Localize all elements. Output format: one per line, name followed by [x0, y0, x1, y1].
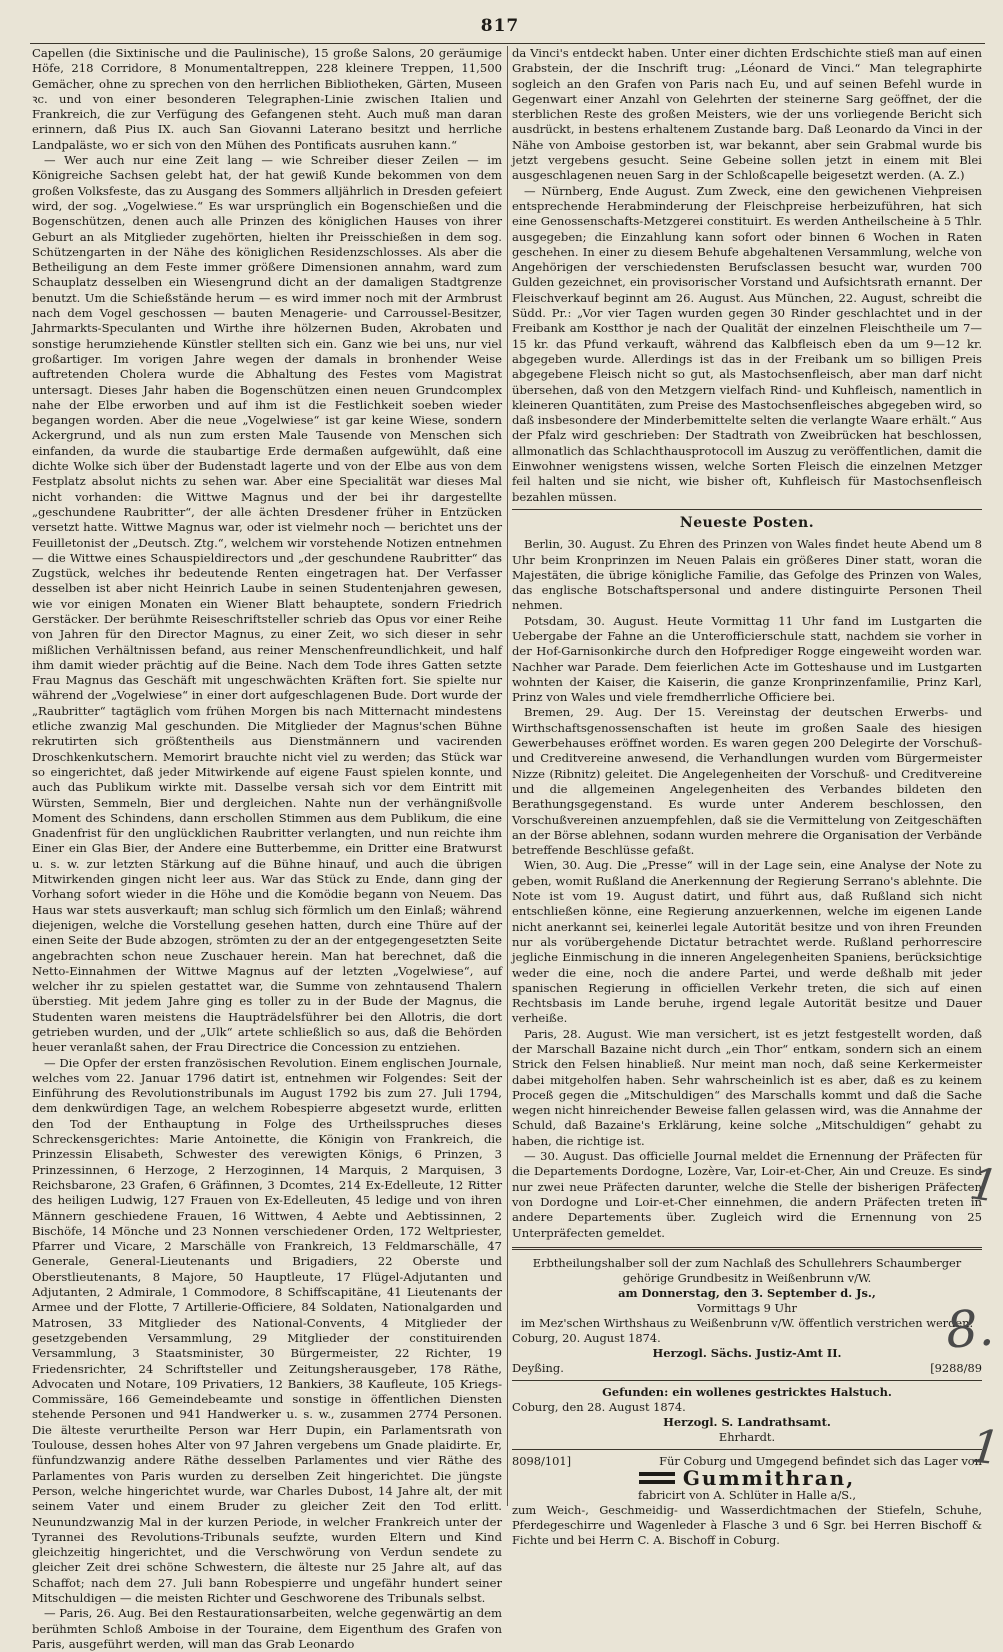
auction-time: Vormittags 9 Uhr	[697, 1300, 797, 1315]
article-paragraph: — Wer auch nur eine Zeit lang — wie Schreiber dieser Zeilen — im Königreiche Sachsen gelebt hat, der hat gewiß Kunde bekommen von dem großen Volksfeste, das zu Ausgang des Sommers alljährlich in Dresden gefeiert wird, der sog. „Vogelwiese.“ Es war ursprünglich ein Bogenschießen und die Bogenschützen, denen auch alle Prinzen des königlichen Hauses von ihrer Geburt an als Mitglieder zugehörten, hielten ihr Preisschießen in dem sog. Schützengarten in der Nähe des königlichen Residenzschlosses. Als aber die Betheiligung an dem Feste immer größere Dimensionen annahm, ward zum Schauplatz desselben ein Wiesengrund dicht an der damaligen Stadtgrenze benutzt. Um die Schießstände herum — es wird immer noch mit der Armbrust nach dem Vogel geschossen — bauten Menagerie- und Carroussel-Besitzer, Jahrmarkts-Speculanten und Wirthe ihre hölzernen Buden, Akrobaten und sonstige herumziehende Künstler stellten sich ein. Ganz wie bei uns, nur viel großartiger. Im vorigen Jahre wegen der damals in bronhender Weise auftretenden Cholera wurde die Abhaltung des Festes vom Magistrat untersagt. Dieses Jahr haben die Bogenschützen einen neuen Grundcomplex nahe der Elbe erworben und auf ihm ist die Festlichkeit soeben wieder begangen worden. Aber die neue „Vogelwiese“ ist gar keine Wiese, sondern Ackergrund, und als nun zum ersten Male Tausende von Menschen sich einfanden, da wurde die staubartige Erde dermaßen aufgewühlt, daß eine dichte Wolke sich über der Budenstadt lagerte und von der Elbe aus von dem Festplatz absolut nichts zu sehen war. Aber eine Specialität war dieses Mal nicht vorhanden: die Wittwe Magnus und der bei ihr dargestellte „geschundene Raubritter“, der alle ächten Dresdener früher in Entzücken versetzt hatte. Wittwe Magnus war, oder ist vielmehr noch — berichtet uns der Feuilletonist der „Deutsch. Ztg.“, welchem wir vorstehende Notizen entnehmen — die Wittwe eines Schauspieldirectors und „der geschundene Raubritter“ das Zugstück, welches ihr bedeutende Renten eingetragen hat. Der Verfasser desselben ist aber nicht Heinrich Laube in seinen Studentenjahren gewesen, wie vor einigen Monaten ein Wiener Blatt behauptete, sondern Friedrich Gerstäcker. Der berühmte Reiseschriftsteller schrieb das Opus vor einer Reihe von Jahren für den Director Magnus, zu einer Zeit, wo sich dieser in sehr mißlichen Verhältnissen befand, aus reiner Menschenfreundlichkeit, und half ihm damit wieder prächtig auf die Beine. Nach dem Tode ihres Gatten setzte Frau Magnus das Geschäft mit ungeschwächten Kräften fort. Sie spielte nur während der „Vogelwiese“ in einer dort aufgeschlagenen Bude. Dort wurde der „Raubritter“ tagtäglich vom frühen Morgen bis nach Mitternacht mindestens etliche zwanzig Mal geschunden. Die Mitglieder der Magnus'schen Bühne rekrutirten sich größtentheils aus Dienstmännern und vacirenden Droschkenkutschern. Memorirt brauchte nicht viel zu werden; das Stück war so eingerichtet, daß jeder Mitwirkende auf eigene Faust spielen konnte, und auch das Publikum wirkte mit. Dasselbe versah sich vor dem Eintritt mit Würsten, Semmeln, Bier und dergleichen. Nahte nun der verhängnißvolle Moment des Schindens, dann erschollen Stimmen aus dem Publikum, die eine Gnadenfrist für den unglücklichen Raubritter verlangten, und nun reichte ihm Einer ein Glas Bier, der Andere eine Butterbemme, ein Dritter eine Bratwurst u. s. w. zur letzten Stärkung auf die Bühne hinauf, und auch die übrigen Mitwirkenden gingen nicht leer aus. War das Stück zu Ende, dann ging der Vorhang sofort wieder in die Höhe und die Komödie begann von Neuem. Das Haus war stets ausverkauft; man schlug sich förmlich um den Einlaß; während diejenigen, welche die Vorstellung gesehen hatten, durch eine Thüre auf der einen Seite der Bude abzogen, strömten zu der an der entgegengesetzten Seite angebrachten schon neue Zuschauer herein. Man hat berechnet, daß die Netto-Einnahmen der Wittwe Magnus auf der letzten „Vogelwiese“, auf welcher ihr zu spielen gestattet war, die Summe von zehntausend Thalern überstieg. Mit jedem Jahre ging es toller zu in der Bude der Magnus, die Studenten waren meistens die Haupträdelsführer bei den Allotris, die dort getrieben wurden, und der „Ulk“ artete schließlich so aus, daß die Behörden heuer veranlaßt sahen, der Frau Directrice die Concession zu entziehen.	[32, 153, 502, 1055]
auction-date: am Donnerstag, den 3. September d. Js.,	[618, 1285, 876, 1300]
page-number: 817	[480, 16, 520, 36]
decorative-bar	[639, 1472, 675, 1484]
news-item: Potsdam, 30. August. Heute Vormittag 11 Uhr fand im Lustgarten die Uebergabe der Fahne an die Unterofficierschule statt, nachdem sie vorher in der Hof-Garnisonkirche durch den Hofprediger Rogge eingeweiht worden war. Nachher war Parade. Dem feierlichen Acte im Gotteshause und im Lustgarten wohnten der Kaiser, die Kaiserin, die ganze Kronprinzenfamilie, Prinz Karl, Prinz von Wales und viele fremdherrliche Officiere bei.	[512, 613, 982, 705]
article-paragraph: — Nürnberg, Ende August. Zum Zweck, eine den gewichenen Viehpreisen entsprechende Herabminderung der Fleischpreise herbeizuführen, hat sich eine Genossenschafts-Metzgerei constituirt. Es werden Antheilscheine à 5 Thlr. ausgegeben; die Einzahlung kann sofort oder binnen 6 Wochen in Raten geschehen. In einer zu diesem Behufe abgehaltenen Versammlung, welche von Angehörigen der verschiedensten Berufsclassen besucht war, wurden 700 Gulden gezeichnet, ein provisorischer Vorstand und Aufsichtsrath ernannt. Der Fleischverkauf beginnt am 26. August. Aus München, 22. August, schreibt die Südd. Pr.: „Vor vier Tagen wurden gegen 30 Rinder geschlachtet und in der Freibank am Kostthor je nach der Qualität der einzelnen Fleischtheile um 7—15 kr. das Pfund verkauft, während das Kalbfleisch eben da um 9—12 kr. abgegeben wurde. Allerdings ist das in der Freibank um so billigen Preis abgegebene Fleisch nicht so gut, als Mastochsenfleisch, aber man darf nicht übersehen, daß von den Metzgern vielfach Rind- und Kuhfleisch, namentlich in kleineren Quantitäten, zum Preise des Mastochsenfleisches abgegeben wird, so daß insbesondere der Minderbemittelte selten die verlangte Waare erhält.“ Aus der Pfalz wird geschrieben: Der Stadtrath von Zweibrücken hat beschlossen, allmonatlich das Schlachthausprotocoll im Auszug zu veröffentlichen, damit die Einwohner wenigstens wissen, welche Sorten Fleisch die einzelnen Metzger feil halten und sie nicht, wie bisher oft, Kuhfleisch für Mastochsenfleisch bezahlen müssen.	[512, 183, 982, 504]
news-item: Bremen, 29. Aug. Der 15. Vereinstag der deutschen Erwerbs- und Wirthschaftsgenossenschaften ist heute im großen Saale des hiesigen Gewerbehauses eröffnet worden. Es waren gegen 200 Delegirte der Vorschuß- und Creditvereine anwesend, die Verhandlungen wurden vom Bürgermeister Nizze (Ribnitz) geleitet. Die Angelegenheiten der Vorschuß- und Creditvereine und die allgemeinen Angelegenheiten des Verbandes bildeten den Berathungsgegenstand. Es wurde unter Anderem beschlossen, den Vorschußvereinen anzuempfehlen, daß sie die Vermittelung von Zeitgeschäften an der Börse ablehnen, sodann wurden mehrere die Organisation der Verbände betreffende Beschlüsse gefaßt.	[512, 705, 982, 858]
section-rule	[512, 509, 982, 510]
right-column	[512, 46, 982, 1547]
article-paragraph: Capellen (die Sixtinische und die Paulinische), 15 große Salons, 20 geräumige Höfe, 218 Corridore, 8 Monumentaltreppen, 228 kleinere Treppen, 11,500 Gemächer, ohne zu sprechen von den herrlichen Bibliotheken, Gärten, Museen ꝛc. und von einer besonderen Telegraphen-Linie zwischen Italien und Frankreich, die zur Verfügung des Gefangenen steht. Auch muß man daran erinnern, daß Pius IX. auch San Giovanni Laterano besitzt und herrliche Landpaläste, wo er sich von den Mühen des Pontificats ausruhen kann.“	[32, 46, 502, 152]
found-text: Gefunden: ein wollenes gestricktes Halstuch.	[602, 1384, 892, 1399]
found-notice	[512, 1385, 982, 1445]
auction-ref: [9288/89	[930, 1360, 982, 1375]
column-divider	[507, 46, 508, 1506]
article-paragraph: — Paris, 26. Aug. Bei den Restaurationsarbeiten, welche gegenwärtig an dem berühmten Schloß Amboise in der Touraine, dem Eigenthum des Grafen von Paris, ausgeführt werden, will man das Grab Leonardo	[32, 1606, 502, 1651]
auction-place-date: Coburg, 20. August 1874.	[512, 1330, 661, 1345]
article-paragraph: da Vinci's entdeckt haben. Unter einer dichten Erdschichte stieß man auf einen Grabstein, der die Inschrift trug: „Léonard de Vinci.“ Man telegraphirte sogleich an den Grafen von Paris nach Eu, und auf seinen Befehl wurde in Gegenwart einer Anzahl von Gelehrten der steinerne Sarg geöffnet, der die sterblichen Reste des großen Meisters, wie der uns vorliegende Bericht sich ausdrückt, in bestens erhaltenem Zustande barg. Daß Leonardo da Vinci in der Nähe von Amboise gestorben ist, war bekannt, aber sein Grabmal wurde bis jetzt vergebens gesucht. Seine Gebeine sollen jetzt in einem mit Blei ausgeschlagenen neuen Sarg in der Schloßcapelle beigesetzt werden. (A. Z.)	[512, 46, 982, 183]
advert-intro: Für Coburg und Umgegend befindet sich das Lager von	[659, 1453, 982, 1468]
handwritten-mark: 1	[966, 1158, 1002, 1213]
advert-ref: 8098/101]	[512, 1453, 572, 1468]
left-column	[32, 46, 502, 1651]
news-item: Berlin, 30. August. Zu Ehren des Prinzen von Wales findet heute Abend um 8 Uhr beim Kronprinzen im Neuen Palais ein größeres Diner statt, woran die Majestäten, die übrige königliche Familie, das Gefolge des Prinzen von Wales, das englische Botschaftspersonal und andere distinguirte Personen Theil nehmen.	[512, 537, 982, 613]
advert-use: zum Weich-, Geschmeidig- und Wasserdichtmachen der Stiefeln, Schuhe, Pferdegeschirre und Wagenleder à Flasche 3 und 6 Sgr. bei Herren Bischoff & Fichte und bei Herrn C. A. Bischoff in Coburg.	[512, 1502, 982, 1547]
ad-rule	[512, 1247, 982, 1250]
found-place-date: Coburg, den 28. August 1874.	[512, 1399, 686, 1414]
auction-office: Herzogl. Sächs. Justiz-Amt II.	[652, 1345, 842, 1360]
news-heading: Neueste Posten.	[679, 514, 815, 531]
article-paragraph: — Die Opfer der ersten französischen Revolution. Einem englischen Journale, welches vom 22. Januar 1796 datirt ist, entnehmen wir Folgendes: Seit der Einführung des Revolutionstribunals im August 1792 bis zum 27. Juli 1794, dem denkwürdigen Tage, an welchem Robespierre abgesetzt wurde, erlitten den Tod der Enthauptung in Folge des Urtheilsspruches dieses Schreckensgerichtes: Marie Antoinette, die Königin von Frankreich, die Prinzessin Elisabeth, Schwester des verewigten Königs, 6 Prinzen, 3 Prinzessinnen, 6 Herzoge, 2 Herzoginnen, 14 Marquis, 2 Marquisen, 3 Reichsbarone, 23 Grafen, 6 Gräfinnen, 3 Dcomtes, 214 Ex-Edelleute, 12 Ritter des heiligen Ludwig, 127 Frauen von Ex-Edelleuten, 45 ledige und von ihren Männern geschiedene Frauen, 16 Wittwen, 4 Aebte und Aebtissinnen, 2 Bischöfe, 14 Mönche und 23 Nonnen verschiedener Orden, 172 Weltpriester, Pfarrer und Vicare, 2 Marschälle von Frankreich, 13 Feldmarschälle, 47 Generale, General-Lieutenants und Brigadiers, 22 Oberste und Oberstlieutenants, 8 Majore, 50 Hauptleute, 17 Flügel-Adjutanten und Adjutanten, 2 Admirale, 1 Commodore, 8 Schiffscapitäne, 41 Lieutenants der Armee und der Flotte, 7 Artillerie-Officiere, 84 Soldaten, Nationalgarden und Matrosen, 33 Mitglieder des National-Convents, 4 Mitglieder der gesetzgebenden Versammlung, 29 Mitglieder der constituirenden Versammlung, 3 Staatsminister, 30 Bürgermeister, 22 Richter, 19 Friedensrichter, 24 Schriftsteller und Zeitungsherausgeber, 178 Räthe, Advocaten und Notare, 109 Privatiers, 12 Bankiers, 38 Kaufleute, 105 Kriegs-Commissäre, 166 Gemeindebeamte und sonstige in öffentlichen Diensten stehende Personen und 941 Handwerker u. s. w., zusammen 2774 Personen. Die älteste verurtheilte Person war Herr Dupin, ein Parlamentsrath von Toulouse, dessen hohes Alter von 97 Jahren vergebens um Gnade plaidirte. Er, fünfundzwanzig andere Räthe desselben Parlamentes und vier Räthe des Parlamentes von Paris wurden zu derselben Zeit hingerichtet. Die jüngste Person, welche hingerichtet wurde, war Charles Dubost, 14 Jahre alt, der mit seinem Vater und einem Bruder zu gleicher Zeit den Tod erlitt. Neunundzwanzig Mal in der kurzen Periode, in welcher Frankreich unter der Tyrannei des Revolutions-Tribunals seufzte, wurden Eltern und Kind gleichzeitig hingerichtet, und die Verschwörung von Verdun sendete zu gleicher Zeit drei schöne Schwestern, die älteste nur 25 Jahre alt, auf das Schaffot; nach dem 27. Juli bann Robespierre und ungefähr hundert seiner Mitschuldigen — die meisten Richter und Geschworene des Tribunals selbst.	[32, 1055, 502, 1605]
product-advert	[512, 1454, 982, 1548]
found-signer: Ehrhardt.	[718, 1429, 776, 1444]
handwritten-mark: 8.	[944, 1298, 996, 1360]
news-item: — 30. August. Das officielle Journal meldet die Ernennung der Präfecten für die Departements Dordogne, Lozère, Var, Loir-et-Cher, Ain und Creuze. Es sind nur zwei neue Präfecten darunter, welche die Stelle der bisherigen Präfecten von Dordogne und Loir-et-Cher einnehmen, die andern Präfecten treten in andere Departements über. Zugleich wird die Ernennung von 25 Unterpräfecten gemeldet.	[512, 1149, 982, 1240]
header-rule	[30, 43, 985, 44]
news-item: Wien, 30. Aug. Die „Presse“ will in der Lage sein, eine Analyse der Note zu geben, womit Rußland die Anerkennung der Regierung Serrano's ablehnte. Die Note ist vom 19. August datirt, und führt aus, daß Rußland sich nicht entschließen könne, eine Regierung anzuerkennen, welche im eigenen Lande nicht anerkannt sei, keinerlei legale Autorität besitze und von ihren Freunden nur als vorübergehende Dictatur betrachtet werde. Rußland perhorrescire jegliche Einmischung in die inneren Angelegenheiten Spaniens, berücksichtige weder die eine, noch die andere Partei, und werde deßhalb mit jeder spanischen Regierung in officiellen Verkehr treten, die sich auf einen Rechtsbasis im Lande beruhe, irgend legale Autorität besitze und Dauer verheiße.	[512, 858, 982, 1026]
handwritten-mark: 1	[967, 1418, 1003, 1476]
auction-text: Erbtheilungshalber soll der zum Nachlaß des Schullehrers Schaumberger gehörige Grundbesitz in Weißenbrunn v/W.	[532, 1255, 962, 1285]
found-office: Herzogl. S. Landrathsamt.	[663, 1414, 831, 1429]
advert-maker: fabricirt von A. Schlüter in Halle a/S.,	[638, 1487, 856, 1502]
auction-notice	[512, 1256, 982, 1376]
ad-rule	[512, 1380, 982, 1381]
auction-place: im Mez'schen Wirthshaus zu Weißenbrunn v/W. öffentlich verstrichen werden.	[520, 1315, 974, 1330]
auction-signer: Deyßing.	[512, 1360, 564, 1375]
advert-product: Gummithran,	[682, 1465, 856, 1490]
ad-rule	[512, 1449, 982, 1450]
news-item: Paris, 28. August. Wie man versichert, ist es jetzt festgestellt worden, daß der Marschall Bazaine nicht durch „ein Thor“ entkam, sondern sich an einem Strick den Felsen hinabließ. Nur meint man noch, daß seine Kerkermeister dabei mitgeholfen haben. Sehr wahrscheinlich ist es aber, daß es zu keinem Proceß gegen die „Mitschuldigen“ des Marschalls kommt und daß die Sache wegen nicht hinreichender Beweise fallen gelassen wird, was die Annahme der Schuld, daß Bazaine's Erklärung, keine solche „Mitschuldigen“ gehabt zu haben, die richtige ist.	[512, 1026, 982, 1148]
